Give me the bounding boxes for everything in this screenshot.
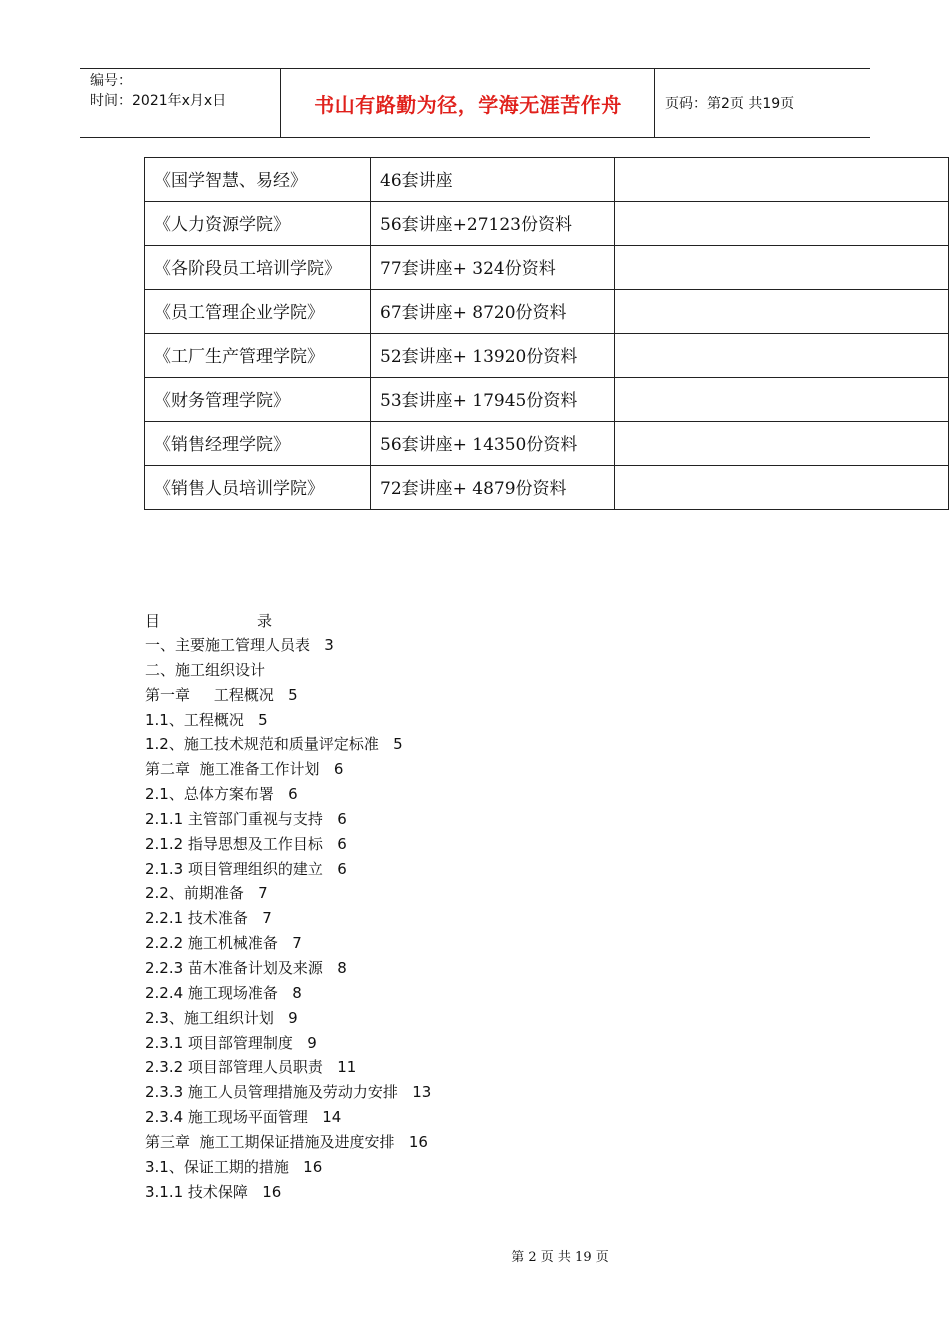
resource-note-cell (615, 378, 949, 422)
resource-name-cell: 《财务管理学院》 (145, 378, 371, 422)
resource-content-cell: 52套讲座+ 13920份资料 (371, 334, 615, 378)
table-row (145, 378, 949, 422)
resource-note-cell (615, 202, 949, 246)
header-number: 编号： (90, 73, 132, 89)
toc-item: 2.1.3 项目管理组织的建立 6 (145, 859, 347, 878)
table-row (145, 202, 949, 246)
toc-item: 1.2、施工技术规范和质量评定标准 5 (145, 735, 403, 754)
toc-item: 第二章 施工准备工作计划 6 (145, 760, 344, 779)
toc-item: 二、施工组织设计 (145, 660, 266, 679)
header-motto: 书山有路勤为径，学海无涯苦作舟 (282, 69, 655, 137)
toc-title (145, 609, 745, 633)
resource-table (144, 157, 949, 510)
resource-name-cell: 《各阶段员工培训学院》 (145, 246, 371, 290)
header-page-info: 页码：第2页 共19页 (665, 96, 795, 112)
resource-name-cell: 《工厂生产管理学院》 (145, 334, 371, 378)
table-row (145, 334, 949, 378)
toc-item: 2.3、施工组织计划 9 (145, 1008, 298, 1027)
toc-item: 2.2.2 施工机械准备 7 (145, 934, 302, 953)
toc-title-right: 录 (257, 612, 273, 630)
page-footer: 第 2 页 共 19 页 (511, 1250, 609, 1265)
resource-name-cell: 《员工管理企业学院》 (145, 290, 371, 334)
resource-note-cell (615, 290, 949, 334)
toc-item: 2.1.1 主管部门重视与支持 6 (145, 809, 347, 828)
header-meta (80, 69, 281, 137)
table-of-contents (145, 609, 745, 1204)
resource-note-cell (615, 422, 949, 466)
resource-name-cell: 《销售人员培训学院》 (145, 466, 371, 510)
resource-content-cell: 67套讲座+ 8720份资料 (371, 290, 615, 334)
toc-item: 2.2.1 技术准备 7 (145, 909, 272, 928)
toc-item: 3.1、保证工期的措施 16 (145, 1157, 323, 1176)
resource-name-cell: 《销售经理学院》 (145, 422, 371, 466)
toc-item: 2.3.2 项目部管理人员职责 11 (145, 1058, 357, 1077)
toc-item: 2.3.4 施工现场平面管理 14 (145, 1108, 342, 1127)
resource-content-cell: 72套讲座+ 4879份资料 (371, 466, 615, 510)
resource-content-cell: 77套讲座+ 324份资料 (371, 246, 615, 290)
resource-content-cell: 56套讲座+27123份资料 (371, 202, 615, 246)
resource-content-cell: 53套讲座+ 17945份资料 (371, 378, 615, 422)
toc-item: 2.3.3 施工人员管理措施及劳动力安排 13 (145, 1083, 432, 1102)
toc-item: 2.1、总体方案布署 6 (145, 785, 298, 804)
resource-content-cell: 56套讲座+ 14350份资料 (371, 422, 615, 466)
toc-item: 第一章 工程概况 5 (145, 685, 298, 704)
toc-title-left: 目 (145, 612, 161, 630)
resource-content-cell: 46套讲座 (371, 158, 615, 202)
toc-item: 1.1、工程概况 5 (145, 710, 268, 729)
table-row (145, 466, 949, 510)
toc-item: 2.2.3 苗木准备计划及来源 8 (145, 958, 347, 977)
table-row (145, 158, 949, 202)
table-row (145, 422, 949, 466)
toc-item: 2.2.4 施工现场准备 8 (145, 983, 302, 1002)
resource-name-cell: 《国学智慧、易经》 (145, 158, 371, 202)
toc-item: 2.3.1 项目部管理制度 9 (145, 1033, 317, 1052)
table-row (145, 290, 949, 334)
resource-note-cell (615, 466, 949, 510)
toc-item: 3.1.1 技术保障 16 (145, 1182, 282, 1201)
resource-note-cell (615, 334, 949, 378)
table-row (145, 246, 949, 290)
resource-note-cell (615, 158, 949, 202)
page-header (80, 68, 870, 138)
resource-name-cell: 《人力资源学院》 (145, 202, 371, 246)
toc-item: 一、主要施工管理人员表 3 (145, 636, 334, 654)
toc-item: 2.2、前期准备 7 (145, 884, 268, 903)
resource-note-cell (615, 246, 949, 290)
header-time: 时间：2021年x月x日 (90, 93, 227, 109)
toc-item: 2.1.2 指导思想及工作目标 6 (145, 834, 347, 853)
toc-item: 第三章 施工工期保证措施及进度安排 16 (145, 1132, 428, 1151)
